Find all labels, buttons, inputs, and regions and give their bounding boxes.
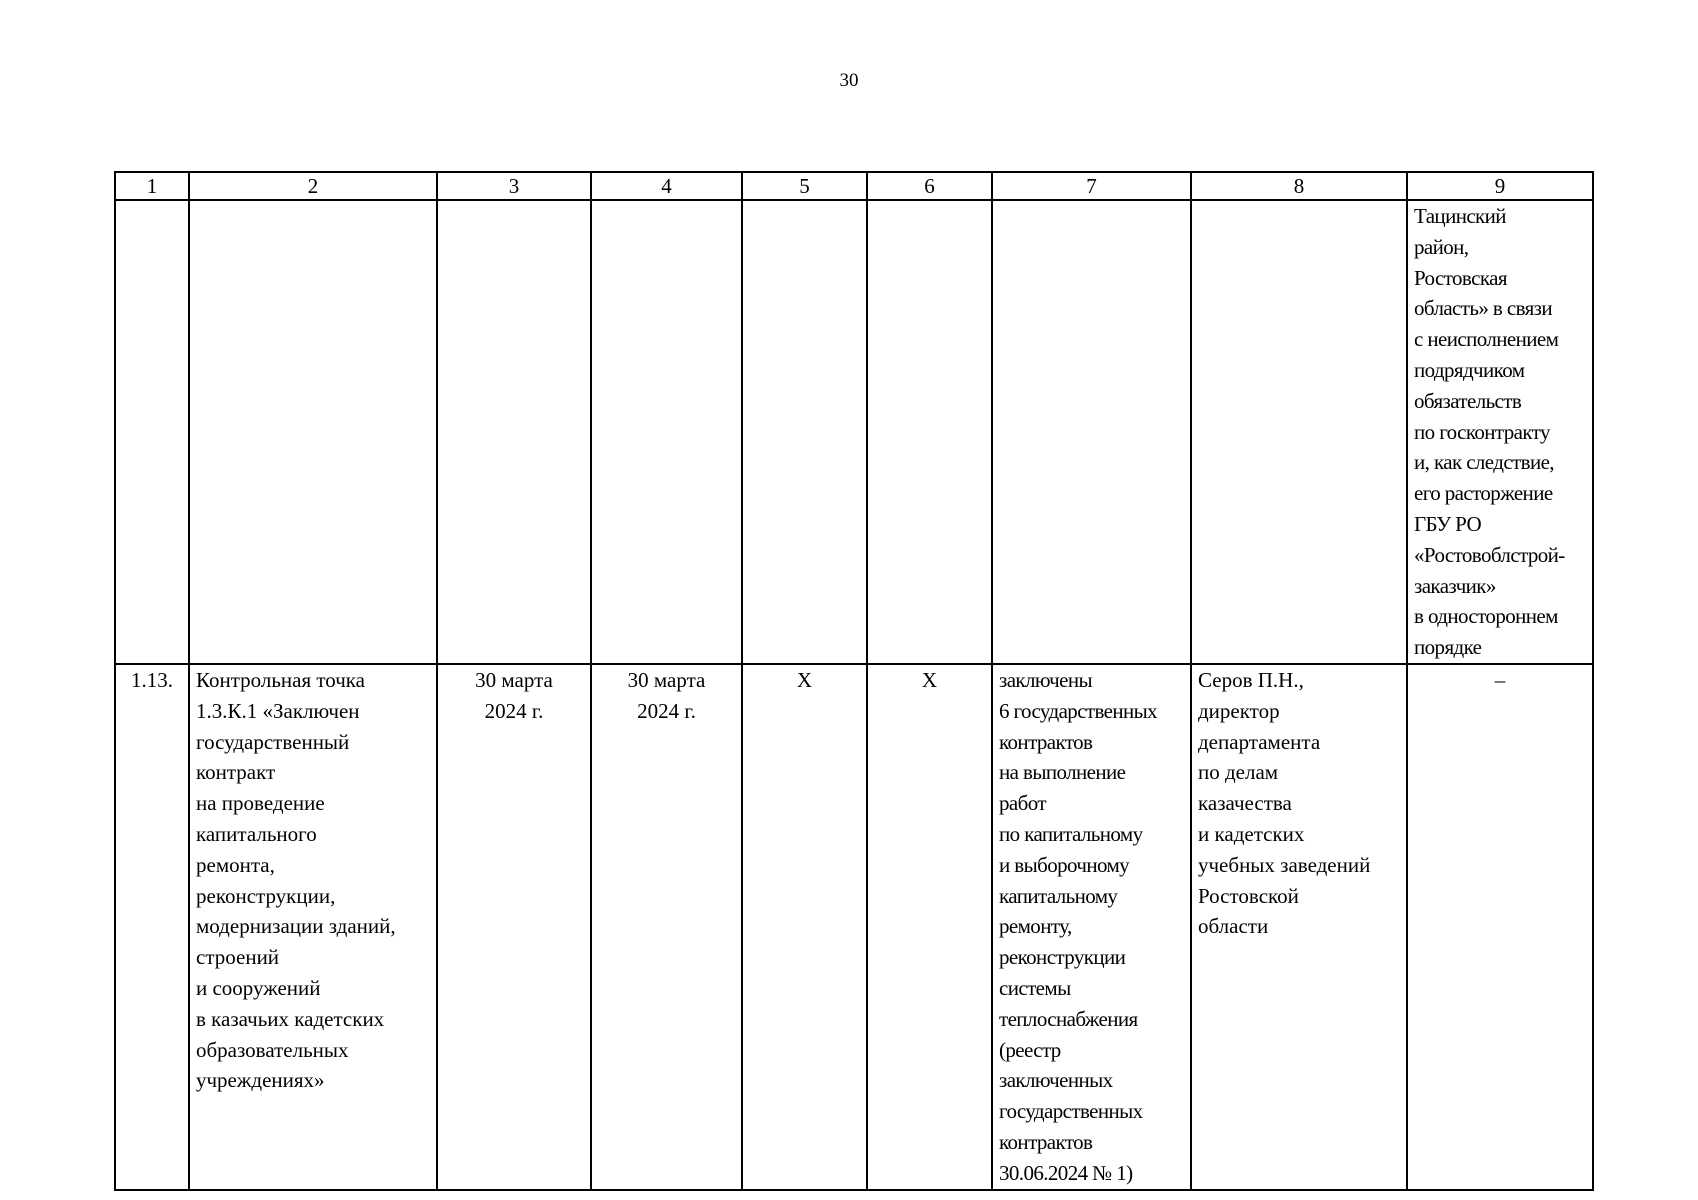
text-line: порядке: [1414, 635, 1482, 660]
text-line: с неисполнением: [1414, 327, 1559, 352]
text-line: государственный: [196, 729, 350, 754]
text-line: строений: [196, 945, 280, 970]
continuation-row: [115, 200, 1593, 664]
text-line: и, как следствие,: [1414, 450, 1554, 475]
header-col-1: 1: [115, 172, 189, 200]
text-line: реконструкции: [999, 945, 1126, 970]
text-line: 6 государственных: [999, 698, 1158, 723]
text-line: ремонту,: [999, 914, 1072, 939]
text-line: директор: [1198, 698, 1280, 723]
header-col-9: 9: [1407, 172, 1593, 200]
result-description: [992, 664, 1191, 1190]
text-line: подрядчиком: [1414, 357, 1525, 382]
cont-cell-6: [867, 200, 992, 664]
end-date: [591, 664, 742, 1190]
text-line: области: [1198, 914, 1269, 939]
text-line: капитального: [196, 821, 317, 846]
text-line: департамента: [1198, 729, 1321, 754]
text-line: район,: [1414, 234, 1469, 259]
text-line: на выполнение: [999, 760, 1126, 785]
text-line: 30.06.2024 № 1): [999, 1160, 1133, 1185]
text-line: обязательств: [1414, 388, 1522, 413]
text-line: 2024 г.: [637, 698, 696, 723]
text-line: теплоснабжения: [999, 1006, 1138, 1031]
cont-cell-4: [591, 200, 742, 664]
text-line: ремонта,: [196, 852, 275, 877]
control-points-table: [114, 171, 1594, 1191]
responsible-person: [1191, 664, 1407, 1190]
text-line: по капитальному: [999, 821, 1143, 846]
page-number: 30: [839, 70, 859, 91]
text-line: реконструкции,: [196, 883, 336, 908]
text-line: ГБУ РО: [1414, 511, 1482, 536]
cont-cell-2: [189, 200, 437, 664]
text-line: по госконтракту: [1414, 419, 1550, 444]
text-line: Ростовской: [1198, 883, 1299, 908]
text-line: системы: [999, 975, 1071, 1000]
text-line: в одностороннем: [1414, 604, 1558, 629]
text-line: образовательных: [196, 1037, 349, 1062]
text-line: Серов П.Н.,: [1198, 667, 1304, 692]
text-line: область» в связи: [1414, 296, 1553, 321]
table-row-1-13: [115, 664, 1593, 1190]
header-col-8: 8: [1191, 172, 1407, 200]
text-line: (реестр: [999, 1037, 1061, 1062]
text-line: на проведение: [196, 791, 325, 816]
cont-cell-7: [992, 200, 1191, 664]
cont-cell-8: [1191, 200, 1407, 664]
text-line: 1.3.К.1 «Заключен: [196, 698, 360, 723]
control-point-name: [189, 664, 437, 1190]
text-line: Ростовская: [1414, 265, 1507, 290]
text-line: казачества: [1198, 791, 1292, 816]
header-row: [115, 172, 1593, 200]
col9-value: –: [1407, 664, 1593, 1190]
text-line: заказчик»: [1414, 573, 1496, 598]
col6-value: Х: [867, 664, 992, 1190]
text-line: Тацинский: [1414, 204, 1506, 228]
text-line: контрактов: [999, 1129, 1093, 1154]
text-line: модернизации зданий,: [196, 914, 396, 939]
header-col-5: 5: [742, 172, 867, 200]
text-line: учреждениях»: [196, 1068, 325, 1093]
text-line: его расторжение: [1414, 481, 1553, 506]
text-line: 2024 г.: [484, 698, 544, 723]
header-col-4: 4: [591, 172, 742, 200]
start-date: [437, 664, 591, 1190]
cont-cell-3: [437, 200, 591, 664]
text-line: контрактов: [999, 729, 1093, 754]
text-line: Контрольная точка: [196, 667, 366, 692]
text-line: и сооружений: [196, 975, 321, 1000]
cont-cell-5: [742, 200, 867, 664]
header-col-3: 3: [437, 172, 591, 200]
text-line: 30 марта: [475, 667, 553, 692]
text-line: работ: [999, 791, 1046, 816]
text-line: и выборочному: [999, 852, 1130, 877]
text-line: 30 марта: [627, 667, 706, 692]
text-line: контракт: [196, 760, 276, 785]
text-line: капитальному: [999, 883, 1118, 908]
text-line: и кадетских: [1198, 821, 1305, 846]
col5-value: Х: [742, 664, 867, 1190]
header-col-2: 2: [189, 172, 437, 200]
header-col-6: 6: [867, 172, 992, 200]
text-line: учебных заведений: [1198, 852, 1371, 877]
cont-cell-9-note: [1407, 200, 1593, 664]
cont-cell-1: [115, 200, 189, 664]
row-number: 1.13.: [115, 664, 189, 1190]
text-line: государственных: [999, 1099, 1143, 1124]
text-line: в казачьих кадетских: [196, 1006, 385, 1031]
header-col-7: 7: [992, 172, 1191, 200]
text-line: заключенных: [999, 1068, 1113, 1093]
text-line: по делам: [1198, 760, 1279, 785]
text-line: «Ростовоблстрой-: [1414, 542, 1565, 567]
text-line: заключены: [999, 667, 1093, 692]
